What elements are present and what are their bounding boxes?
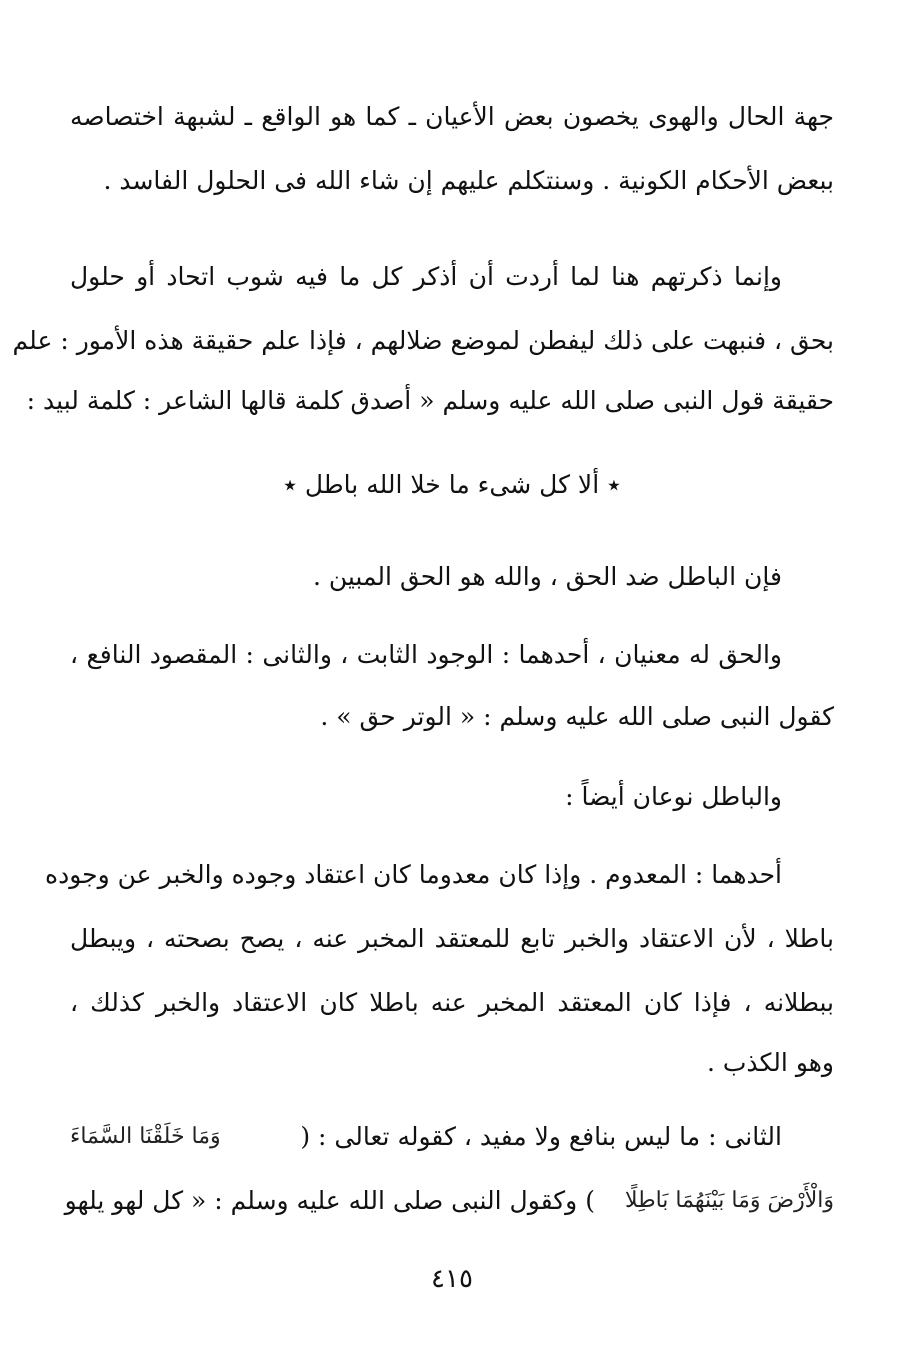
text-line: جهة الحال والهوى يخصون بعض الأعيان ـ كما هو الواقع ـ لشبهة اختصاصه [70, 102, 834, 131]
poetry-verse: ٭ ألا كل شىء ما خلا الله باطل ٭ [283, 470, 621, 499]
paragraph-first-line: والحق له معنيان ، أحدهما : الوجود الثابت ، والثانى : المقصود النافع ، [70, 640, 782, 669]
quran-verse: وَمَا خَلَقْنَا السَّمَاءَ [70, 1124, 221, 1149]
text-line: حقيقة قول النبى صلى الله عليه وسلم « أصدق كلمة قالها الشاعر : كلمة لبيد : [26, 386, 834, 415]
paragraph-first-line: فإن الباطل ضد الحق ، والله هو الحق المبين . [312, 562, 782, 591]
page-number: ٤١٥ [431, 1264, 473, 1294]
paragraph-first-line [70, 1120, 782, 1154]
text-line: بحق ، فنبهت على ذلك ليفطن لموضع ضلالهم ، فإذا علم حقيقة هذه الأمور : علم [12, 326, 834, 355]
paragraph-first-line: وإنما ذكرتهم هنا لما أردت أن أذكر كل ما فيه شوب اتحاد أو حلول [70, 262, 782, 291]
text-line: ببطلانه ، فإذا كان المعتقد المخبر عنه باطلا كان الاعتقاد والخبر كذلك ، [70, 988, 834, 1017]
text-line: ببعض الأحكام الكونية . وسنتكلم عليهم إن شاء الله فى الحلول الفاسد . [103, 166, 834, 195]
quran-verse: وَالْأَرْضَ وَمَا بَيْنَهُمَا بَاطِلًا [624, 1188, 834, 1213]
text-line: وهو الكذب . [706, 1048, 834, 1077]
paragraph-first-line: والباطل نوعان أيضاً : [565, 782, 782, 811]
paragraph-first-line: أحدهما : المعدوم . وإذا كان معدوما كان اعتقاد وجوده والخبر عن وجوده [45, 860, 782, 889]
text-line [64, 1184, 834, 1218]
text-segment: ) وكقول النبى صلى الله عليه وسلم : « كل لهو يلهو [64, 1186, 595, 1215]
text-line: باطلا ، لأن الاعتقاد والخبر تابع للمعتقد المخبر عنه ، يصح بصحته ، ويبطل [70, 924, 834, 953]
text-segment: الثانى : ما ليس بنافع ولا مفيد ، كقوله تعالى : ( [300, 1122, 782, 1151]
text-line: كقول النبى صلى الله عليه وسلم : « الوتر حق » . [320, 702, 834, 731]
